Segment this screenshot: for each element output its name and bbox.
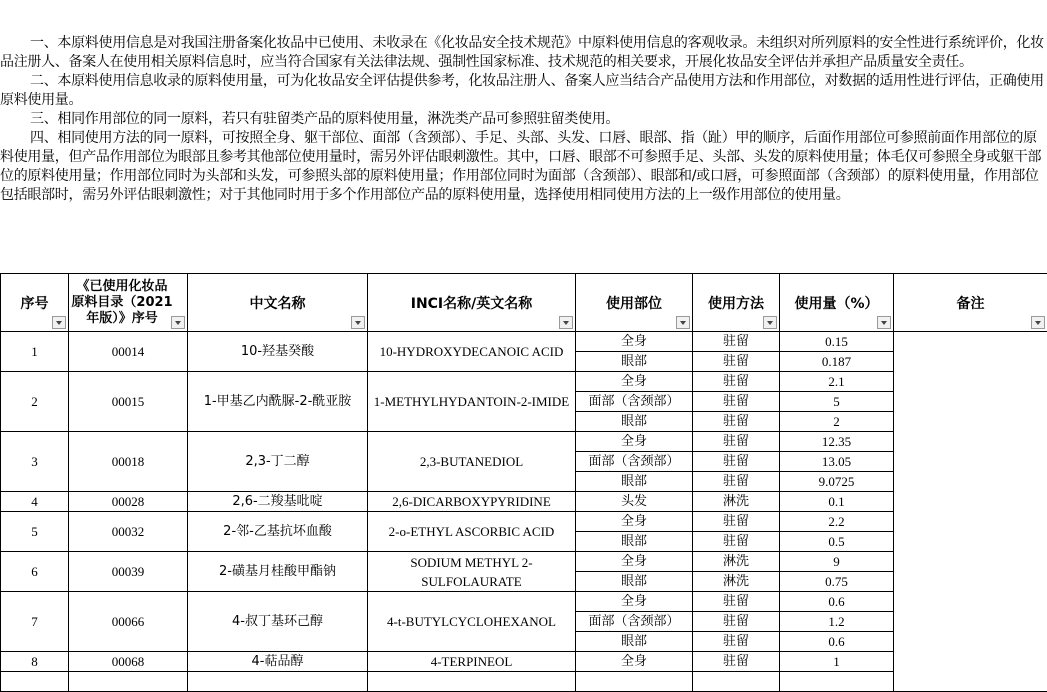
cell-amount: 5 [780, 392, 894, 412]
filter-dropdown-icon[interactable] [52, 316, 66, 329]
header-amount [780, 274, 894, 332]
cell-cn-name: 2-邻-乙基抗坏血酸 [188, 512, 368, 552]
cell-amount: 0.75 [780, 572, 894, 592]
header-catalog [69, 274, 188, 332]
header-row [1, 274, 1047, 332]
cell-cn-name: 4-叔丁基环己醇 [188, 592, 368, 652]
cell-site: 头发 [576, 492, 693, 512]
cell-amount: 0.15 [780, 332, 894, 352]
table-row [1, 492, 1047, 512]
header-method-label: 使用方法 [708, 296, 764, 312]
filter-dropdown-icon[interactable] [877, 316, 891, 329]
cell-amount: 0.6 [780, 592, 894, 612]
table-row [1, 552, 1047, 572]
cell-amount: 9 [780, 552, 894, 572]
cell-seq: 1 [1, 332, 69, 372]
cell-method: 驻留 [693, 432, 780, 452]
cell-site: 全身 [576, 372, 693, 392]
table-row [1, 592, 1047, 612]
table-row [1, 332, 1047, 352]
header-cn-name-label: 中文名称 [250, 296, 306, 312]
table-row [1, 672, 1047, 692]
cell-catalog: 00028 [69, 492, 188, 512]
cell-cn-name: 10-羟基癸酸 [188, 332, 368, 372]
note-1: 一、本原料使用信息是对我国注册备案化妆品中已使用、未收录在《化妆品安全技术规范》中原料使用信息的客观收录。未组织对所列原料的安全性进行系统评价，化妆品注册人、备案人在使用相关原料信息时，应当符合国家有关法律法规、强制性国家标准、技术规范的相关要求，开展化妆品安全评估并承担产品质量安全责任。 [0, 34, 1047, 72]
cell-cn-name: 4-萜品醇 [188, 652, 368, 672]
cell-catalog: 00032 [69, 512, 188, 552]
cell-site: 眼部 [576, 352, 693, 372]
cell-amount: 2 [780, 412, 894, 432]
header-site-label: 使用部位 [606, 296, 662, 312]
cell-seq: 8 [1, 652, 69, 672]
cell-empty [69, 672, 188, 692]
cell-amount: 1 [780, 652, 894, 672]
cell-inci: 2,6-DICARBOXYPYRIDINE [368, 492, 576, 512]
header-seq [1, 274, 69, 332]
cell-seq: 2 [1, 372, 69, 432]
filter-dropdown-icon[interactable] [171, 316, 185, 329]
cell-catalog: 00015 [69, 372, 188, 432]
header-inci [368, 274, 576, 332]
cell-empty [693, 672, 780, 692]
header-remark-label: 备注 [957, 296, 985, 312]
header-method [693, 274, 780, 332]
cell-cn-name: 2-磺基月桂酸甲酯钠 [188, 552, 368, 592]
cell-empty [188, 672, 368, 692]
cell-site: 眼部 [576, 412, 693, 432]
header-catalog-label: 《已使用化妆品原料目录（2021年版）》序号 [69, 279, 187, 327]
cell-site: 眼部 [576, 632, 693, 652]
cell-inci: 4-TERPINEOL [368, 652, 576, 672]
cell-site: 全身 [576, 592, 693, 612]
cell-amount: 13.05 [780, 452, 894, 472]
table-row [1, 432, 1047, 452]
cell-method: 驻留 [693, 632, 780, 652]
filter-dropdown-icon[interactable] [676, 316, 690, 329]
cell-inci: 2,3-BUTANEDIOL [368, 432, 576, 492]
cell-site: 全身 [576, 332, 693, 352]
cell-site: 面部（含颈部） [576, 452, 693, 472]
cell-empty [1, 672, 69, 692]
ingredient-table [0, 273, 1047, 692]
filter-dropdown-icon[interactable] [1031, 316, 1045, 329]
note-4: 四、相同使用方法的同一原料，可按照全身、躯干部位、面部（含颈部）、手足、头部、头发、口唇、眼部、指（趾）甲的顺序，后面作用部位可参照前面作用部位的原料使用量，但产品作用部位为眼部且参考其他部位使用量时，需另外评估眼刺激性。其中，口唇、眼部不可参照手足、头部、头发的原料使用量；体毛仅可参照全身或躯干部位的原料使用量；作用部位同时为头部和头发，可参照头部的原料使用量；作用部位同时为面部（含颈部）、眼部和/或口唇，可参照面部（含颈部）的原料使用量，作用部位包括眼部时，需另外评估眼刺激性；对于其他同时用于多个作用部位产品的原料使用量，选择使用相同使用方法的上一级作用部位的使用量。 [0, 129, 1047, 205]
table-row [1, 652, 1047, 672]
cell-method: 驻留 [693, 332, 780, 352]
cell-amount: 0.187 [780, 352, 894, 372]
cell-site: 全身 [576, 652, 693, 672]
cell-site: 眼部 [576, 572, 693, 592]
cell-method: 驻留 [693, 532, 780, 552]
cell-catalog: 00014 [69, 332, 188, 372]
cell-site: 眼部 [576, 532, 693, 552]
cell-amount: 1.2 [780, 612, 894, 632]
cell-amount: 12.35 [780, 432, 894, 452]
note-3: 三、相同作用部位的同一原料，若只有驻留类产品的原料使用量，淋洗类产品可参照驻留类使用。 [0, 110, 1047, 129]
cell-method: 淋洗 [693, 492, 780, 512]
cell-seq: 3 [1, 432, 69, 492]
cell-inci: 4-t-BUTYLCYCLOHEXANOL [368, 592, 576, 652]
cell-amount: 2.1 [780, 372, 894, 392]
cell-amount: 0.5 [780, 532, 894, 552]
header-remark [894, 274, 1047, 332]
cell-inci: 1-METHYLHYDANTOIN-2-IMIDE [368, 372, 576, 432]
cell-seq: 7 [1, 592, 69, 652]
cell-empty [368, 672, 576, 692]
cell-method: 驻留 [693, 472, 780, 492]
notes-section [0, 34, 1047, 205]
cell-site: 全身 [576, 512, 693, 532]
header-seq-label: 序号 [21, 296, 49, 312]
cell-method: 淋洗 [693, 552, 780, 572]
cell-site: 眼部 [576, 472, 693, 492]
cell-method: 驻留 [693, 352, 780, 372]
filter-dropdown-icon[interactable] [351, 316, 365, 329]
cell-catalog: 00039 [69, 552, 188, 592]
table-row [1, 372, 1047, 392]
cell-amount: 0.6 [780, 632, 894, 652]
cell-method: 淋洗 [693, 572, 780, 592]
cell-method: 驻留 [693, 392, 780, 412]
cell-remark [894, 332, 1047, 692]
cell-method: 驻留 [693, 652, 780, 672]
cell-method: 驻留 [693, 612, 780, 632]
cell-catalog: 00066 [69, 592, 188, 652]
cell-inci: SODIUM METHYL 2-SULFOLAURATE [368, 552, 576, 592]
cell-method: 驻留 [693, 592, 780, 612]
cell-empty [780, 672, 894, 692]
header-cn-name [188, 274, 368, 332]
cell-cn-name: 2,3-丁二醇 [188, 432, 368, 492]
note-2: 二、本原料使用信息收录的原料使用量，可为化妆品安全评估提供参考，化妆品注册人、备案人应当结合产品使用方法和作用部位，对数据的适用性进行评估，正确使用原料使用量。 [0, 72, 1047, 110]
cell-cn-name: 1-甲基乙内酰脲-2-酰亚胺 [188, 372, 368, 432]
filter-dropdown-icon[interactable] [763, 316, 777, 329]
cell-inci: 2-o-ETHYL ASCORBIC ACID [368, 512, 576, 552]
header-amount-label: 使用量（%） [794, 296, 878, 312]
cell-catalog: 00018 [69, 432, 188, 492]
cell-site: 全身 [576, 432, 693, 452]
cell-method: 驻留 [693, 512, 780, 532]
cell-method: 驻留 [693, 452, 780, 472]
cell-catalog: 00068 [69, 652, 188, 672]
cell-seq: 5 [1, 512, 69, 552]
cell-seq: 4 [1, 492, 69, 512]
cell-amount: 0.1 [780, 492, 894, 512]
header-inci-label: INCI名称/英文名称 [411, 296, 533, 312]
cell-amount: 2.2 [780, 512, 894, 532]
cell-site: 全身 [576, 552, 693, 572]
cell-amount: 9.0725 [780, 472, 894, 492]
cell-empty [576, 672, 693, 692]
cell-method: 驻留 [693, 412, 780, 432]
filter-dropdown-icon[interactable] [559, 316, 573, 329]
cell-cn-name: 2,6-二羧基吡啶 [188, 492, 368, 512]
cell-site: 面部（含颈部） [576, 612, 693, 632]
header-site [576, 274, 693, 332]
table-row [1, 512, 1047, 532]
cell-seq: 6 [1, 552, 69, 592]
cell-inci: 10-HYDROXYDECANOIC ACID [368, 332, 576, 372]
cell-method: 驻留 [693, 372, 780, 392]
cell-site: 面部（含颈部） [576, 392, 693, 412]
